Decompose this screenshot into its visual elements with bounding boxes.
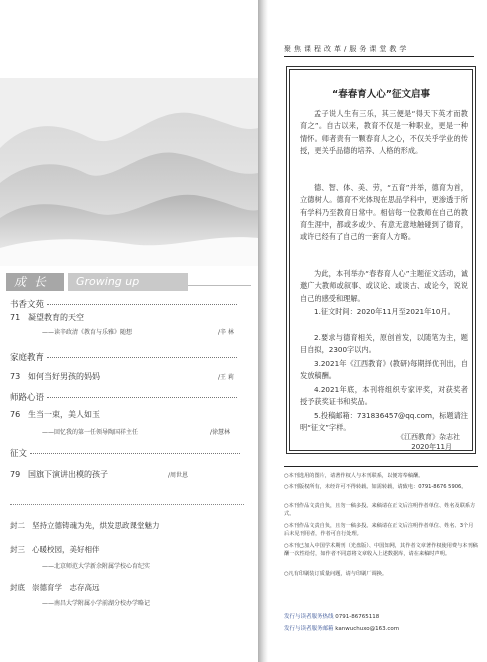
toc-section: 师路心语 [10,391,237,403]
right-page [268,0,487,662]
notice-paragraph: 孟子说人生有三乐，其三便是“得天下英才而教育之”。自古以来，教育不仅是一种职业，更是一种情怀。师者责有一颗春育人之心，不仅关乎学业的传授，更关乎品德的培养、人格的形成。 [300,109,468,155]
notice-paragraph: 5.投稿邮箱：731836457@qq.com，标题请注明“征文”字样。 [300,411,468,433]
toc-author: /周世恩 [168,472,189,479]
contact-phone: 发行与读者服务热线 0791-86765118 [284,614,380,620]
toc-item[interactable]: 73 如何当好男孩的妈妈 [10,372,100,381]
note-item: ○本刊选用的图片，请著作权人与本刊联系，以便寄奉稿酬。 [284,473,424,479]
toc-item[interactable]: 71 凝望教育的天空 [10,313,84,322]
note-item: ○本刊版权所有，未经许可不得转载。如需转载，请致电：0791-8676 5906。 [284,484,467,490]
notice-paragraph: 德、智、体、美、劳，“五育”并举，德育为首，立德树人。德育不光体现在思品学科中，更渗透于所有学科乃至教育日常中。相信每一位教师在自己的教育生涯中，都或多或少、有意无意地触碰到了德育，或许已经有了自己的一套育人方略。 [300,183,468,242]
toc-section: 书香文苑 [10,298,237,310]
running-header: 聚焦课程改革/服务课堂教学 [284,45,410,53]
notice-paragraph: 1.征文时间：2020年11月至2021年10月。 [314,307,455,316]
cover-item[interactable]: 封底 崇德育学 志存高远 [10,583,100,592]
cover-item-sub: ——北京师范大学新余附属学校心育纪实 [42,563,151,570]
notice-title: “春春育人心”征文启事 [332,89,430,100]
toc-item[interactable]: 76 生当一束，美人如玉 [10,410,100,419]
notice-date: 2020年11月 [411,443,452,451]
toc-section: 征文 [10,447,240,459]
cover-item[interactable]: 封二 坚持立德铸魂为先，烘发思政课堂魅力 [10,521,160,530]
cover-item[interactable]: 封三 心暖校园，美好相伴 [10,545,100,554]
toc-author: /辛 林 [218,329,234,336]
toc-item[interactable]: 79 国旗下演讲出模的孩子 [10,470,108,479]
contact-email[interactable]: 发行与读者服务邮箱 kanwuchuxo@163.com [284,626,400,632]
note-item: ○本刊已加入中国学术期刊（光盘版）、中国知网，其作者文章著作权使用费与本刊稿酬一次性给付，如作者不同意将文章收入上述数据库，请在来稿时声明。 [284,543,478,557]
section-rule [188,285,251,286]
notes-rule [284,466,478,467]
notice-paragraph: 3.2021年《江西教育》(教研)每期择优刊出，自发放稿酬。 [300,359,468,381]
notice-paragraph: 4.2021年底，本刊将组织专家评奖，对获奖者授予获奖证书和奖品。 [300,385,468,407]
notice-signature: 《江西教育》杂志社 [397,433,460,441]
toc-author: /王 莉 [218,374,234,381]
toc-divider [10,504,244,505]
notice-paragraph: 2.要求与德育相关，原创首发，以随笔为主，题目自拟，2300字以内。 [300,333,468,355]
mountain-illustration [0,78,258,266]
toc-item-sub: ——回忆我的第一任领导陶国祥主任 [42,429,139,436]
toc-item-sub: ——读辛政清《教育与乐雅》随想 [42,329,133,336]
header-rule [284,56,474,57]
toc-author: /徐慧林 [210,429,231,436]
notice-box [286,66,476,454]
notice-box-inner [289,69,473,451]
note-item: ○凡有印刷装订质量问题，请与印刷厂调换。 [284,571,388,577]
section-header [6,273,251,291]
notice-paragraph: 为此，本刊举办“春春育人心”主题征文活动，诚邀广大教师或叙事、或议论、或谈古、或论今，说说自己的感受和理解。 [300,269,468,303]
section-title-cn: 成 长 [6,273,64,291]
cover-item-sub: ——南昌大学附属小学前湖分校办学略记 [42,600,151,607]
page-gutter [258,0,268,662]
note-item: ○本刊作品文责自负，且勿一稿多投。来稿请在正文后注明作者单位、姓名、3个月后未见刊用者，作者可自行处理。 [284,523,474,537]
note-item: ○本刊作品文责自负，且勿一稿多投。来稿请在正文后注明作者单位、姓名及联系方式。 [284,503,476,517]
toc-section: 家庭教育 [10,351,237,363]
section-title-en: Growing up [68,273,188,291]
